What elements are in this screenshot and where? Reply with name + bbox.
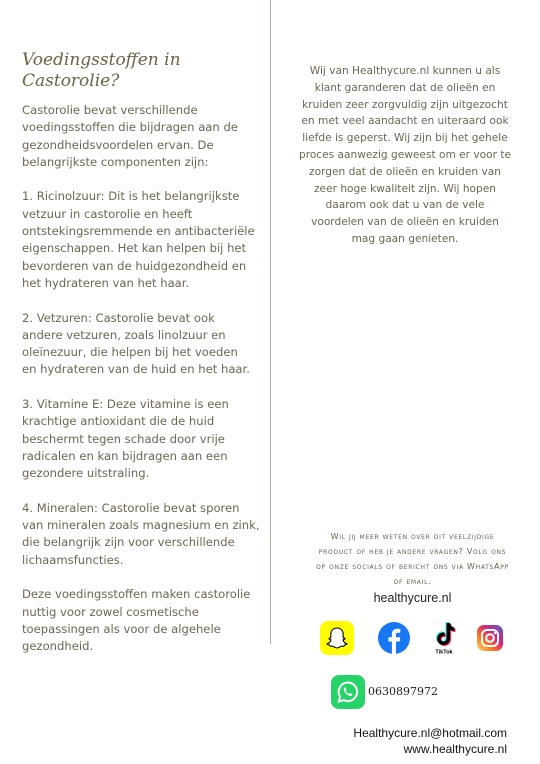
guarantee-text: Wij van Healthycure.nl kunnen u als klant garanderen dat de olieën en kruiden zeer zorgvuldig zijn uitgezocht en met veel aandacht en uiteraard ook liefde is geperst. Wij zijn bij het gehele proces aanwezig geweest om er voor te zorgen dat de olieën en kruiden van zeer hoge kwaliteit zijn. Wij hopen daarom ook dat u van de vele voordelen van de olieën en kruiden mag gaan genieten.: [298, 65, 512, 245]
whatsapp-icon[interactable]: [331, 675, 365, 709]
tiktok-label: TikTok: [435, 649, 453, 655]
contact-call-to-action: Wil jij meer weten over dit veelzijdige product of heb je andere vragen? Volg ons op onze socials of bericht ons via WhatsApp of email.: [316, 532, 509, 586]
instagram-icon[interactable]: [476, 624, 504, 652]
website-link[interactable]: healthycure.nl: [373, 591, 452, 605]
paragraph-ricinolzuur: 1. Ricinolzuur: Dit is het belangrijkste vetzuur in castorolie en heeft ontstekingsremmende en antibacteriële eigenschappen. Het kan helpen bij het bevorderen van de huidgezondheid en het hydrateren van het haar.: [22, 189, 255, 290]
snapchat-icon[interactable]: [320, 621, 354, 655]
paragraph-intro: Castorolie bevat verschillende voedingsstoffen die bijdragen aan de gezondheidsvoordelen ervan. De belangrijkste componenten zijn:: [22, 103, 238, 169]
paragraph-vitamine-e: 3. Vitamine E: Deze vitamine is een krachtige antioxidant die de huid beschermt tegen schade door vrije radicalen en kan bijdragen aan een gezondere uitstraling.: [22, 397, 229, 481]
paragraph-conclusion: Deze voedingsstoffen maken castorolie nuttig voor zowel cosmetische toepassingen als voor de algehele gezondheid.: [22, 587, 251, 654]
email-link[interactable]: Healthycure.nl@hotmail.com: [353, 726, 507, 740]
left-column: [22, 50, 264, 656]
phone-number[interactable]: 0630897972: [368, 685, 438, 698]
paragraph-mineralen: 4. Mineralen: Castorolie bevat sporen van mineralen zoals magnesium en zink, die belangrijk zijn voor verschillende lichaamsfuncties.: [22, 500, 260, 567]
tiktok-icon[interactable]: [430, 619, 464, 653]
paragraph-vetzuren: 2. Vetzuren: Castorolie bevat ook andere vetzuren, zoals linolzuur en oleïnezuur, die helpen bij het voeden en hydrateren van de huid en het haar.: [22, 310, 250, 377]
section-heading: Voedingsstoffen in Castorolie?: [22, 50, 181, 91]
column-divider: [270, 0, 271, 644]
facebook-icon[interactable]: [377, 621, 411, 655]
website-url-link[interactable]: www.healthycure.nl: [403, 742, 507, 756]
